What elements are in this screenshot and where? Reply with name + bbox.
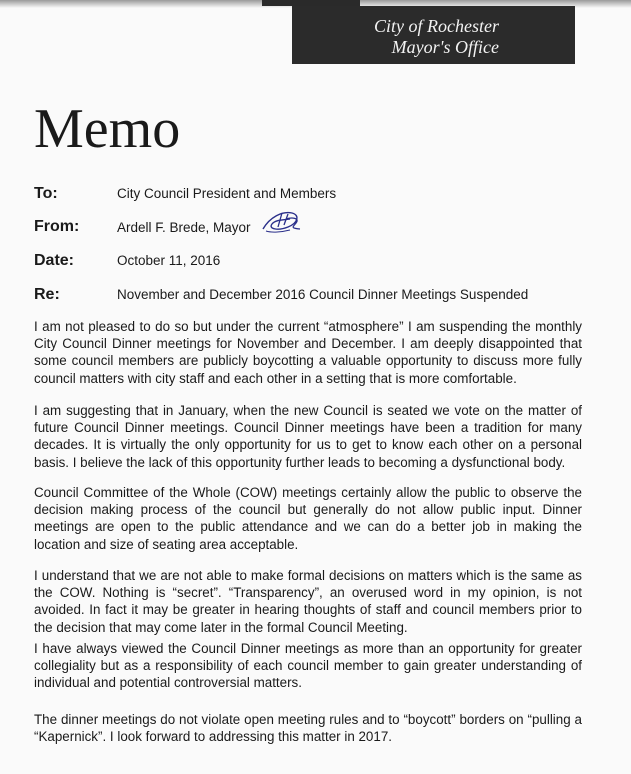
from-label: From: xyxy=(34,218,80,235)
re-label: Re: xyxy=(34,286,60,303)
date-value: October 11, 2016 xyxy=(117,253,221,268)
to-value: City Council President and Members xyxy=(117,186,337,201)
to-label: To: xyxy=(34,185,58,202)
body-paragraph-5: I have always viewed the Council Dinner meetings as more than an opportunity for greater collegiality but as a responsibility of each council member to gain greater understanding of individual and potential controversial matters. xyxy=(34,641,582,691)
re-value: November and December 2016 Council Dinner Meetings Suspended xyxy=(117,287,529,302)
letterhead-city: City of Rochester xyxy=(374,16,499,36)
letterhead-office: Mayor's Office xyxy=(391,37,499,57)
date-label: Date: xyxy=(34,252,75,269)
body-paragraph-4: I understand that we are not able to make formal decisions on matters which is the same as the COW. Nothing is “secret”. “Transparency”, an overused word in my opinion, is not avoided. In fact it may be greater in hearing thoughts of staff and council members prior to the decision that may come later in the formal Council Meeting. xyxy=(34,568,582,635)
body-paragraph-2: I am suggesting that in January, when the new Council is seated we vote on the matter of future Council Dinner meetings. Council Dinner meetings have been a tradition for many decades. It is virtually the only opportunity for us to get to know each other on a personal basis. I believe the lack of this opportunity further leads to becoming a dysfunctional body. xyxy=(34,403,582,470)
memo-title: Memo xyxy=(34,98,181,160)
signature-icon xyxy=(260,207,306,237)
letterhead-box xyxy=(292,6,575,64)
body-paragraph-6: The dinner meetings do not violate open meeting rules and to “boycott” borders on “pulling a “Kapernick”. I look forward to addressing this matter in 2017. xyxy=(34,712,582,745)
from-value: Ardell F. Brede, Mayor xyxy=(117,220,251,235)
body-paragraph-3: Council Committee of the Whole (COW) meetings certainly allow the public to observe the decision making process of the council but generally do not allow public input. Dinner meetings are open to the public attendance and we can do a better job in making the location and size of seating area acceptable. xyxy=(34,485,582,552)
body-paragraph-1: I am not pleased to do so but under the current “atmosphere” I am suspending the monthly City Council Dinner meetings for November and December. I am deeply disappointed that some council members are publicly boycotting a valuable opportunity to discuss more fully council matters with city staff and each other in a setting that is more comfortable. xyxy=(34,319,582,386)
